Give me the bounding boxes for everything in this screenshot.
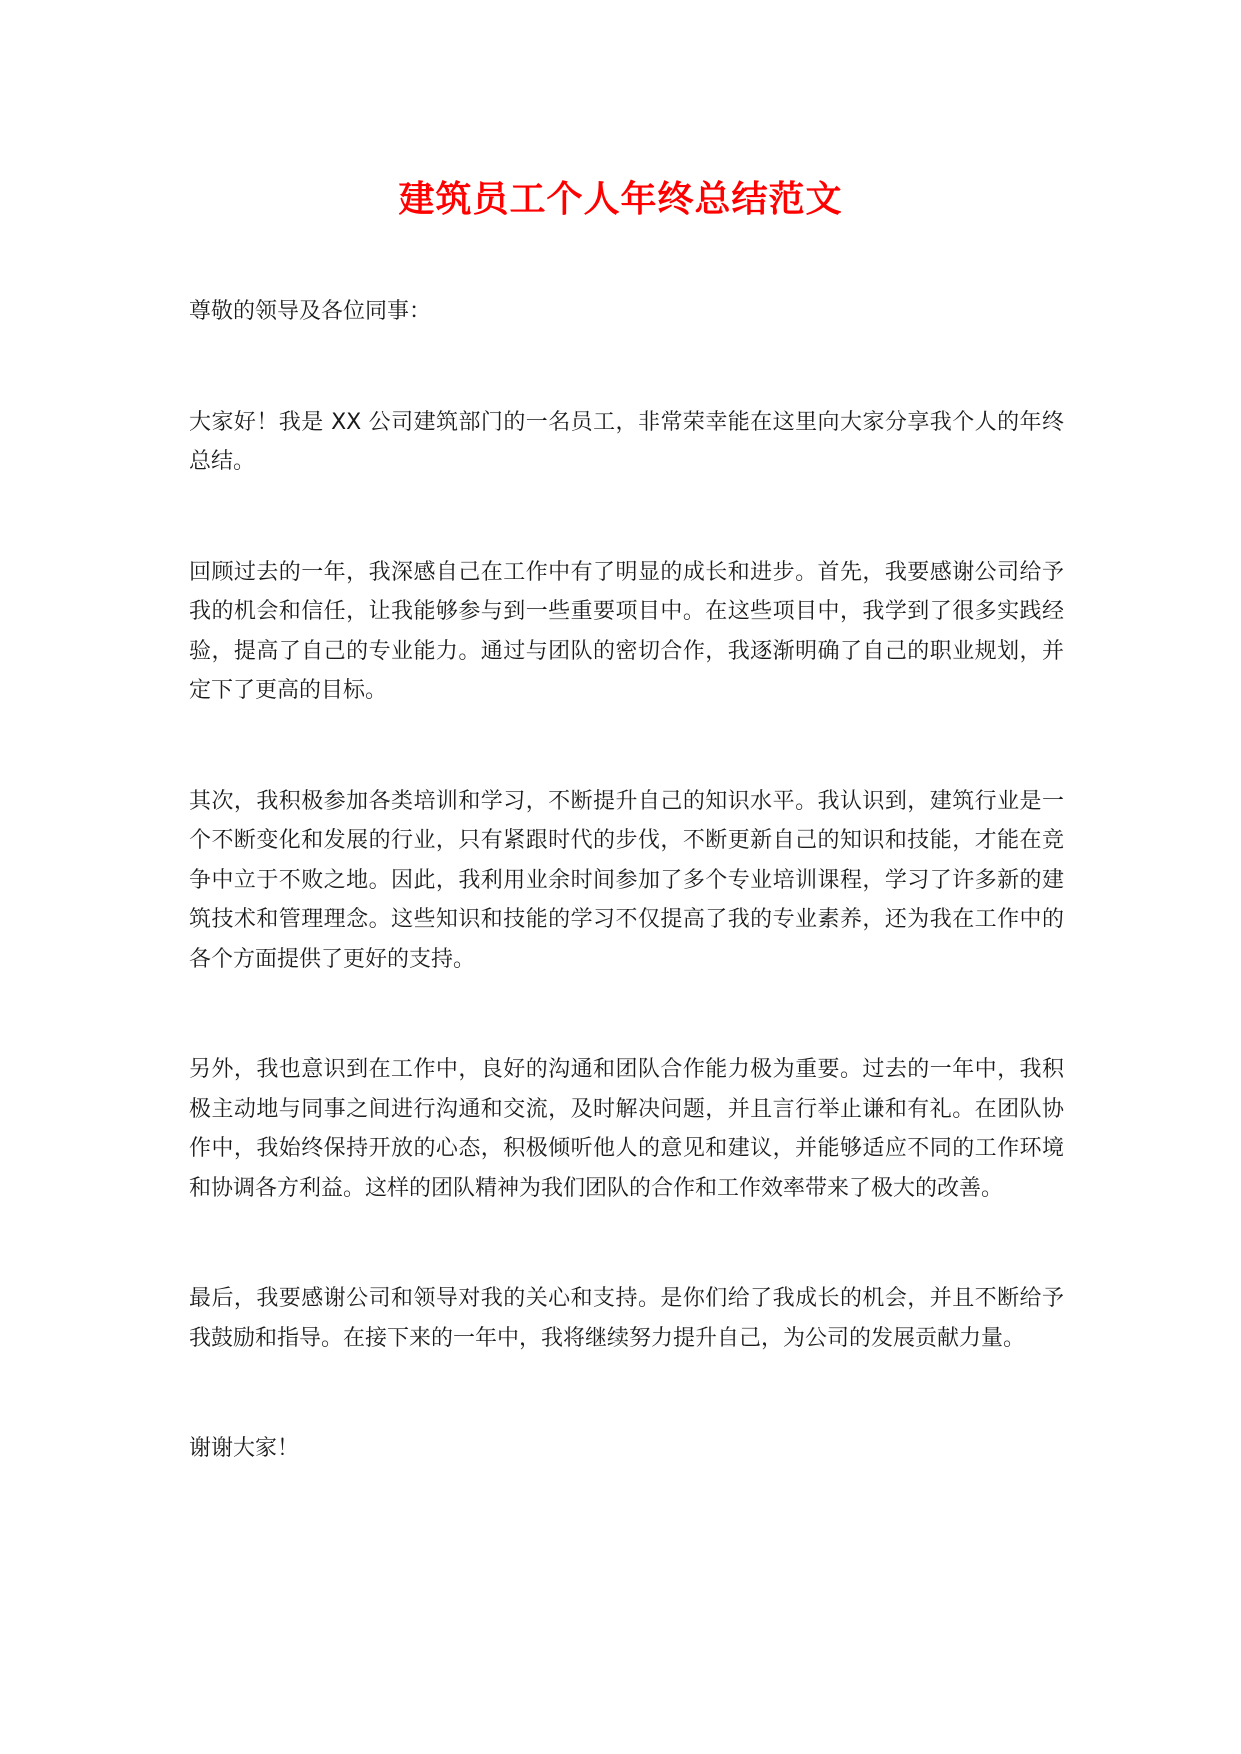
- paragraph-training: 其次，我积极参加各类培训和学习，不断提升自己的知识水平。我认识到，建筑行业是一个不断变化和发展的行业，只有紧跟时代的步伐，不断更新自己的知识和技能，才能在竞争中立于不败之地。因此，我利用业余时间参加了多个专业培训课程，学习了许多新的建筑技术和管理理念。这些知识和技能的学习不仅提高了我的专业素养，还为我在工作中的各个方面提供了更好的支持。: [189, 788, 1064, 972]
- paragraph-review: 回顾过去的一年，我深感自己在工作中有了明显的成长和进步。首先，我要感谢公司给予我的机会和信任，让我能够参与到一些重要项目中。在这些项目中，我学到了很多实践经验，提高了自己的专业能力。通过与团队的密切合作，我逐渐明确了自己的职业规划，并定下了更高的目标。: [189, 559, 1064, 703]
- document-title: 建筑员工个人年终总结范文: [398, 179, 843, 220]
- paragraph-teamwork: 另外，我也意识到在工作中，良好的沟通和团队合作能力极为重要。过去的一年中，我积极主动地与同事之间进行沟通和交流，及时解决问题，并且言行举止谦和有礼。在团队协作中，我始终保持开放的心态，积极倾听他人的意见和建议，并能够适应不同的工作环境和协调各方利益。这样的团队精神为我们团队的合作和工作效率带来了极大的改善。: [189, 1057, 1064, 1201]
- document-body: [189, 292, 1064, 1540]
- paragraph-thanks: 最后，我要感谢公司和领导对我的关心和支持。是你们给了我成长的机会，并且不断给予我鼓励和指导。在接下来的一年中，我将继续努力提升自己，为公司的发展贡献力量。: [189, 1286, 1064, 1351]
- closing: 谢谢大家！: [189, 1436, 300, 1461]
- salutation: 尊敬的领导及各位同事：: [189, 299, 432, 324]
- paragraph-intro: 大家好！我是 XX 公司建筑部门的一名员工，非常荣幸能在这里向大家分享我个人的年终总结。: [189, 409, 1064, 474]
